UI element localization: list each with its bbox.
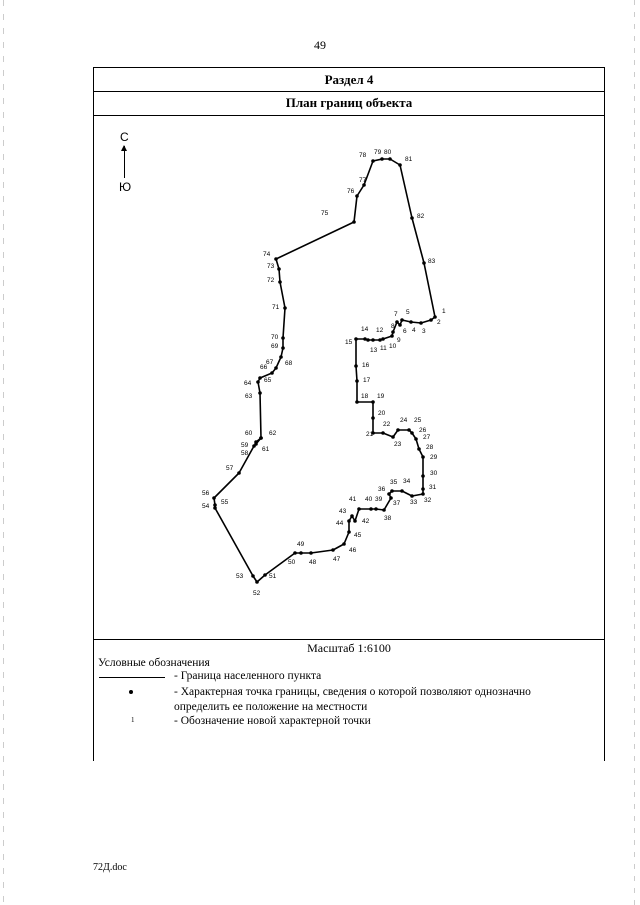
- boundary-point-52: [255, 580, 259, 584]
- boundary-point-label-38: 38: [384, 515, 392, 522]
- boundary-point-label-70: 70: [271, 334, 279, 341]
- boundary-point-33: [410, 494, 414, 498]
- boundary-point-label-80: 80: [384, 149, 392, 156]
- legend-boundary-text: - Граница населенного пункта: [174, 670, 322, 682]
- boundary-point-label-53: 53: [236, 573, 244, 580]
- boundary-point-label-55: 55: [221, 499, 229, 506]
- boundary-point-label-54: 54: [202, 503, 210, 510]
- boundary-point-label-21: 21: [366, 431, 374, 438]
- boundary-point-48: [309, 551, 313, 555]
- boundary-point-51: [263, 573, 267, 577]
- boundary-point-label-79: 79: [374, 149, 382, 156]
- boundary-point-label-68: 68: [285, 360, 293, 367]
- boundary-point-label-52: 52: [253, 590, 261, 597]
- page-number: 49: [314, 38, 326, 52]
- boundary-point-24: [396, 428, 400, 432]
- boundary-point-label-15: 15: [345, 339, 353, 346]
- boundary-point-label-28: 28: [426, 444, 434, 451]
- boundary-point-20: [371, 416, 375, 420]
- boundary-point-69: [281, 346, 285, 350]
- boundary-point-label-16: 16: [362, 362, 370, 369]
- boundary-point-34: [400, 489, 404, 493]
- boundary-point-28: [417, 447, 421, 451]
- boundary-point-35: [390, 489, 394, 493]
- boundary-point-72: [278, 280, 282, 284]
- boundary-point-27: [414, 437, 418, 441]
- boundary-point-label-44: 44: [336, 520, 344, 527]
- boundary-point-label-67: 67: [266, 359, 274, 366]
- boundary-point-label-73: 73: [267, 263, 275, 270]
- boundary-point-label-14: 14: [361, 326, 369, 333]
- boundary-point-64: [256, 380, 260, 384]
- boundary-point-label-31: 31: [429, 484, 437, 491]
- boundary-point-label-61: 61: [262, 446, 270, 453]
- boundary-point-label-77: 77: [359, 177, 367, 184]
- boundary-point-18: [355, 400, 359, 404]
- boundary-point-label-35: 35: [390, 479, 398, 486]
- boundary-point-41: [357, 507, 361, 511]
- boundary-point-label-82: 82: [417, 213, 425, 220]
- boundary-point-label-71: 71: [272, 304, 280, 311]
- boundary-point-label-62: 62: [269, 430, 277, 437]
- boundary-point-label-12: 12: [376, 327, 384, 334]
- boundary-point-label-81: 81: [405, 156, 413, 163]
- boundary-point-label-7: 7: [394, 311, 398, 318]
- boundary-point-label-45: 45: [354, 532, 362, 539]
- boundary-point-67: [274, 366, 278, 370]
- boundary-point-label-58: 58: [241, 450, 249, 457]
- boundary-point-label-25: 25: [414, 417, 422, 424]
- boundary-point-23: [391, 435, 395, 439]
- legend-new-point-sample: 1: [131, 716, 135, 724]
- boundary-point-79: [380, 157, 384, 161]
- boundary-point-40: [369, 507, 373, 511]
- boundary-point-label-3: 3: [422, 328, 426, 335]
- boundary-point-65: [258, 376, 262, 380]
- boundary-point-label-24: 24: [400, 417, 408, 424]
- boundary-point-label-26: 26: [419, 427, 427, 434]
- boundary-point-75: [352, 220, 356, 224]
- boundary-point-47: [331, 548, 335, 552]
- boundary-point-46: [342, 542, 346, 546]
- boundary-point-9: [390, 334, 394, 338]
- plan-title: План границ объекта: [285, 95, 413, 110]
- boundary-point-61: [254, 440, 258, 444]
- boundary-point-label-2: 2: [437, 319, 441, 326]
- boundary-point-49: [299, 551, 303, 555]
- boundary-point-label-56: 56: [202, 490, 210, 497]
- boundary-point-label-65: 65: [264, 377, 272, 384]
- boundary-point-label-17: 17: [363, 377, 371, 384]
- section-title: Раздел 4: [324, 72, 374, 87]
- boundary-point-label-78: 78: [359, 152, 367, 159]
- boundary-point-label-37: 37: [393, 500, 401, 507]
- boundary-point-81: [398, 163, 402, 167]
- boundary-point-42: [353, 519, 357, 523]
- boundary-point-label-72: 72: [267, 277, 275, 284]
- boundary-point-38: [382, 508, 386, 512]
- boundary-point-36: [387, 492, 391, 496]
- boundary-point-4: [409, 320, 413, 324]
- boundary-point-label-27: 27: [423, 434, 431, 441]
- boundary-point-32: [421, 492, 425, 496]
- boundary-point-label-9: 9: [397, 337, 401, 344]
- legend-new-point-text: - Обозначение новой характерной точки: [174, 715, 371, 727]
- boundary-point-label-75: 75: [321, 210, 329, 217]
- boundary-point-label-51: 51: [269, 573, 277, 580]
- boundary-point-label-33: 33: [410, 499, 418, 506]
- boundary-point-78: [371, 159, 375, 163]
- boundary-point-label-11: 11: [380, 345, 387, 352]
- boundary-point-68: [279, 355, 283, 359]
- boundary-point-82: [410, 216, 414, 220]
- boundary-point-11: [378, 338, 382, 342]
- boundary-point-66: [270, 371, 274, 375]
- boundary-point-44: [347, 519, 351, 523]
- boundary-point-53: [251, 574, 255, 578]
- boundary-point-label-40: 40: [365, 496, 373, 503]
- footer-filename: 72Д.doc: [93, 862, 127, 873]
- boundary-point-label-63: 63: [245, 393, 253, 400]
- compass-south-label: Ю: [119, 180, 132, 194]
- boundary-point-label-36: 36: [378, 486, 386, 493]
- boundary-point-label-42: 42: [362, 518, 370, 525]
- boundary-point-31: [421, 487, 425, 491]
- boundary-point-39: [374, 507, 378, 511]
- boundary-point-label-50: 50: [288, 559, 296, 566]
- boundary-point-label-41: 41: [349, 496, 357, 503]
- boundary-point-6: [398, 323, 402, 327]
- legend-point-text: - Характерная точка границы, сведения о которой позволяют однозначно определить ее положение на местности: [174, 686, 531, 713]
- boundary-point-label-13: 13: [370, 347, 378, 354]
- boundary-point-label-29: 29: [430, 454, 438, 461]
- boundary-point-3: [419, 321, 423, 325]
- compass-north-label: С: [120, 130, 129, 144]
- boundary-point-16: [354, 364, 358, 368]
- boundary-point-label-22: 22: [383, 421, 391, 428]
- settlement-boundary-line: [214, 159, 435, 582]
- boundary-point-50: [293, 551, 297, 555]
- boundary-point-label-49: 49: [297, 541, 305, 548]
- boundary-point-57: [237, 471, 241, 475]
- boundary-point-label-5: 5: [406, 309, 410, 316]
- boundary-point-label-69: 69: [271, 343, 279, 350]
- boundary-point-22: [381, 431, 385, 435]
- boundary-point-label-8: 8: [391, 323, 395, 330]
- boundary-point-30: [421, 474, 425, 478]
- boundary-point-45: [347, 530, 351, 534]
- boundary-point-29: [421, 455, 425, 459]
- map-scale: Масштаб 1:6100: [307, 641, 391, 655]
- boundary-point-label-74: 74: [263, 251, 271, 258]
- legend-boundary-line-sample: [99, 677, 165, 678]
- boundary-point-43: [350, 514, 354, 518]
- legend-point-dot-icon: [129, 690, 133, 694]
- boundary-point-17: [355, 379, 359, 383]
- boundary-point-label-64: 64: [244, 380, 252, 387]
- boundary-point-70: [281, 336, 285, 340]
- legend-title: Условные обозначения: [98, 657, 210, 669]
- boundary-point-62: [259, 436, 263, 440]
- boundary-point-label-48: 48: [309, 559, 317, 566]
- boundary-point-8: [391, 330, 395, 334]
- boundary-point-label-1: 1: [442, 308, 446, 315]
- boundary-point-label-76: 76: [347, 188, 355, 195]
- boundary-point-label-60: 60: [245, 430, 253, 437]
- boundary-point-25: [407, 428, 411, 432]
- boundary-point-label-46: 46: [349, 547, 357, 554]
- boundary-point-label-6: 6: [403, 328, 407, 335]
- boundary-point-56: [212, 496, 216, 500]
- boundary-point-73: [277, 267, 281, 271]
- boundary-point-7: [395, 320, 399, 324]
- boundary-point-label-32: 32: [424, 497, 432, 504]
- boundary-point-label-20: 20: [378, 410, 386, 417]
- boundary-point-label-47: 47: [333, 556, 341, 563]
- boundary-point-2: [429, 318, 433, 322]
- boundary-point-63: [258, 391, 262, 395]
- boundary-point-label-23: 23: [394, 441, 402, 448]
- boundary-point-15: [354, 337, 358, 341]
- boundary-point-12: [371, 338, 375, 342]
- boundary-point-label-18: 18: [361, 393, 369, 400]
- boundary-point-26: [410, 431, 414, 435]
- boundary-point-14: [363, 337, 367, 341]
- boundary-point-label-19: 19: [377, 393, 385, 400]
- boundary-point-83: [422, 261, 426, 265]
- boundary-point-19: [371, 400, 375, 404]
- boundary-point-label-30: 30: [430, 470, 438, 477]
- boundary-point-80: [388, 157, 392, 161]
- boundary-point-label-4: 4: [412, 327, 416, 334]
- boundary-point-label-39: 39: [375, 496, 383, 503]
- boundary-point-76: [355, 194, 359, 198]
- boundary-point-74: [274, 257, 278, 261]
- boundary-point-label-57: 57: [226, 465, 234, 472]
- boundary-point-label-66: 66: [260, 364, 268, 371]
- boundary-point-label-10: 10: [389, 343, 397, 350]
- boundary-point-label-43: 43: [339, 508, 347, 515]
- boundary-point-label-59: 59: [241, 442, 249, 449]
- boundary-point-55: [213, 503, 217, 507]
- boundary-point-label-83: 83: [428, 258, 436, 265]
- boundary-point-71: [283, 306, 287, 310]
- boundary-point-5: [400, 318, 404, 322]
- boundary-point-label-34: 34: [403, 478, 411, 485]
